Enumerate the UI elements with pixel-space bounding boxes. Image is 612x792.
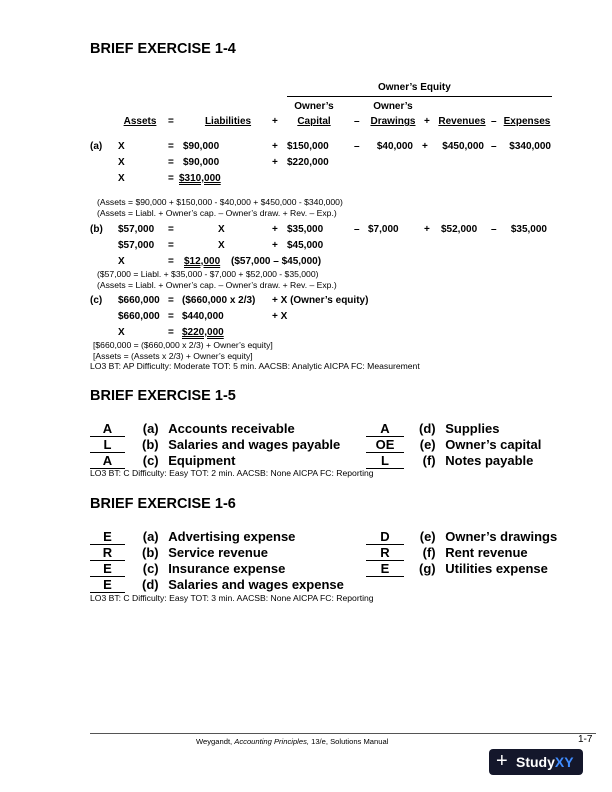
a-r2-liabilities: $90,000 xyxy=(183,157,220,168)
be6-answer: E xyxy=(90,577,125,593)
be5-text: Supplies xyxy=(445,421,500,436)
be6-item xyxy=(366,529,557,545)
c-note-1: [$660,000 = ($660,000 x 2/3) + Owner’s equity] xyxy=(93,340,273,350)
page-number: 1-7 xyxy=(578,734,593,745)
header-revenues: Revenues xyxy=(438,116,486,127)
logo-xy: XY xyxy=(554,754,574,770)
owners-equity-header: Owner’s Equity xyxy=(378,82,451,93)
c-r2-liabilities: $440,000 xyxy=(182,311,224,322)
a-r2-assets: X xyxy=(118,157,125,168)
c-r2-rest: + X xyxy=(272,311,288,322)
c-r1-assets: $660,000 xyxy=(118,295,160,306)
be5-letter: (d) xyxy=(419,421,436,436)
be6-answer: E xyxy=(366,561,404,577)
be6-letter: (g) xyxy=(419,561,436,576)
footer-suffix: 13/e, Solutions Manual xyxy=(309,737,389,746)
be5-text: Equipment xyxy=(168,453,236,468)
be6-text: Advertising expense xyxy=(168,529,296,544)
b-note-1: ($57,000 = Liabl. + $35,000 - $7,000 + $52,000 - $35,000) xyxy=(97,269,319,279)
be5-letter: (e) xyxy=(419,437,436,452)
footer-rule xyxy=(90,733,596,734)
a-r1-revenues: $450,000 xyxy=(442,141,484,152)
be6-letter: (e) xyxy=(419,529,436,544)
header-minus-2: – xyxy=(491,116,497,127)
be5-letter: (f) xyxy=(422,453,436,468)
b-r1-liabilities: X xyxy=(218,224,225,235)
b-r3-eq: = xyxy=(168,256,174,267)
be6-letter: (a) xyxy=(142,529,159,544)
c-note-2: [Assets = (Assets x 2/3) + Owner’s equity] xyxy=(93,351,253,361)
a-r2-eq: = xyxy=(168,157,174,168)
b-r3-assets: X xyxy=(118,256,125,267)
be6-letter: (c) xyxy=(142,561,159,576)
be6-item xyxy=(366,545,528,561)
a-r3-total: $310,000 xyxy=(179,173,221,184)
c-r2-eq: = xyxy=(168,311,174,322)
be6-letter: (b) xyxy=(142,545,159,560)
header-owners-2: Owner’s xyxy=(373,101,413,112)
be5-letter: (c) xyxy=(142,453,159,468)
be5-item xyxy=(90,437,340,453)
a-r1-minus-2: – xyxy=(491,141,497,152)
a-r1-capital: $150,000 xyxy=(287,141,329,152)
c-r3-eq: = xyxy=(168,327,174,338)
be5-text: Accounts receivable xyxy=(168,421,295,436)
c-r1-liabilities: ($660,000 x 2/3) xyxy=(182,295,256,306)
c-r1-eq: = xyxy=(168,295,174,306)
a-r1-minus-1: – xyxy=(354,141,360,152)
a-r1-drawings: $40,000 xyxy=(376,141,413,152)
b-r2-plus: + xyxy=(272,240,278,251)
c-r2-assets: $660,000 xyxy=(118,311,160,322)
b-r2-capital: $45,000 xyxy=(287,240,324,251)
be6-title: BRIEF EXERCISE 1-6 xyxy=(90,496,236,512)
footer-book-title: Accounting Principles, xyxy=(234,737,309,746)
a-r3-assets: X xyxy=(118,173,125,184)
be6-item xyxy=(90,529,295,545)
be6-item xyxy=(366,561,548,577)
be4-title: BRIEF EXERCISE 1-4 xyxy=(90,41,236,57)
be5-answer: A xyxy=(90,421,125,437)
be6-letter: (d) xyxy=(142,577,159,592)
b-r3-calc: ($57,000 – $45,000) xyxy=(231,256,322,267)
a-r1-plus-2: + xyxy=(422,141,428,152)
b-r1-eq: = xyxy=(168,224,174,235)
be5-item xyxy=(366,437,541,453)
part-a-label: (a) xyxy=(90,141,103,152)
b-r1-expenses: $35,000 xyxy=(510,224,547,235)
b-r1-capital: $35,000 xyxy=(287,224,324,235)
c-r1-rest: + X (Owner’s equity) xyxy=(272,295,369,306)
header-plus-1: + xyxy=(272,116,278,127)
be5-answer: L xyxy=(366,453,404,469)
be5-footnote: LO3 BT: C Difficulty: Easy TOT: 2 min. AACSB: None AICPA FC: Reporting xyxy=(90,468,374,478)
b-r2-liabilities: X xyxy=(218,240,225,251)
be6-text: Service revenue xyxy=(168,545,268,560)
header-assets: Assets xyxy=(123,116,157,127)
be6-text: Owner’s drawings xyxy=(445,529,558,544)
be5-title: BRIEF EXERCISE 1-5 xyxy=(90,388,236,404)
be5-text: Salaries and wages payable xyxy=(168,437,341,452)
be6-answer: E xyxy=(90,529,125,545)
studyxy-badge[interactable] xyxy=(489,749,583,775)
header-plus-2: + xyxy=(424,116,430,127)
be5-text: Owner’s capital xyxy=(445,437,542,452)
be6-answer: R xyxy=(366,545,404,561)
a-r1-plus: + xyxy=(272,141,278,152)
a-note-1: (Assets = $90,000 + $150,000 - $40,000 + $450,000 - $340,000) xyxy=(97,197,343,207)
b-r2-eq: = xyxy=(168,240,174,251)
a-r1-liabilities: $90,000 xyxy=(183,141,220,152)
be5-item xyxy=(90,421,295,437)
owners-equity-rule xyxy=(287,96,552,97)
header-expenses: Expenses xyxy=(503,116,551,127)
be6-item xyxy=(90,577,344,593)
be6-answer: E xyxy=(90,561,125,577)
be6-text: Salaries and wages expense xyxy=(168,577,344,592)
b-r1-revenues: $52,000 xyxy=(441,224,478,235)
b-note-2: (Assets = Liabl. + Owner’s cap. – Owner’s draw. + Rev. – Exp.) xyxy=(97,280,337,290)
be6-text: Rent revenue xyxy=(445,545,528,560)
be6-item xyxy=(90,545,268,561)
b-r2-assets: $57,000 xyxy=(118,240,155,251)
be6-text: Utilities expense xyxy=(445,561,548,576)
be5-answer: OE xyxy=(366,437,404,453)
be5-answer: A xyxy=(366,421,404,437)
be5-answer: L xyxy=(90,437,125,453)
header-capital: Capital xyxy=(297,116,331,127)
part-b-label: (b) xyxy=(90,224,103,235)
be5-item xyxy=(366,453,533,469)
be6-answer: R xyxy=(90,545,125,561)
be5-letter: (a) xyxy=(142,421,159,436)
b-r3-total: $12,000 xyxy=(184,256,221,267)
b-r1-minus-1: – xyxy=(354,224,360,235)
be4-footnote: LO3 BT: AP Difficulty: Moderate TOT: 5 min. AACSB: Analytic AICPA FC: Measurement xyxy=(90,361,420,371)
a-note-2: (Assets = Liabl. + Owner’s cap. – Owner’s draw. + Rev. – Exp.) xyxy=(97,208,337,218)
c-r3-total: $220,000 xyxy=(182,327,224,338)
header-drawings: Drawings xyxy=(370,116,416,127)
be6-answer: D xyxy=(366,529,404,545)
be5-item xyxy=(366,421,499,437)
a-r1-expenses: $340,000 xyxy=(509,141,551,152)
be5-letter: (b) xyxy=(142,437,159,452)
a-r2-plus: + xyxy=(272,157,278,168)
be6-footnote: LO3 BT: C Difficulty: Easy TOT: 3 min. AACSB: None AICPA FC: Reporting xyxy=(90,593,374,603)
b-r1-drawings: $7,000 xyxy=(368,224,399,235)
c-r3-assets: X xyxy=(118,327,125,338)
part-c-label: (c) xyxy=(90,295,103,306)
be6-item xyxy=(90,561,285,577)
footer-prefix: Weygandt, xyxy=(196,737,235,746)
b-r1-minus-2: – xyxy=(491,224,497,235)
header-minus-1: – xyxy=(354,116,360,127)
b-r1-assets: $57,000 xyxy=(118,224,155,235)
be5-answer: A xyxy=(90,453,125,469)
a-r2-capital: $220,000 xyxy=(287,157,329,168)
be5-text: Notes payable xyxy=(445,453,534,468)
be5-item xyxy=(90,453,235,469)
b-r1-plus: + xyxy=(272,224,278,235)
plus-icon: + xyxy=(496,750,508,772)
a-r1-eq: = xyxy=(168,141,174,152)
footer-citation xyxy=(196,737,388,746)
a-r1-assets: X xyxy=(118,141,125,152)
b-r1-plus-2: + xyxy=(424,224,430,235)
be6-letter: (f) xyxy=(422,545,436,560)
header-eq: = xyxy=(168,116,174,127)
header-owners-1: Owner’s xyxy=(294,101,334,112)
a-r3-eq: = xyxy=(168,173,174,184)
header-liabilities: Liabilities xyxy=(204,116,252,127)
studyxy-logo-text xyxy=(516,754,574,770)
be6-text: Insurance expense xyxy=(168,561,286,576)
logo-study: Study xyxy=(516,754,555,770)
